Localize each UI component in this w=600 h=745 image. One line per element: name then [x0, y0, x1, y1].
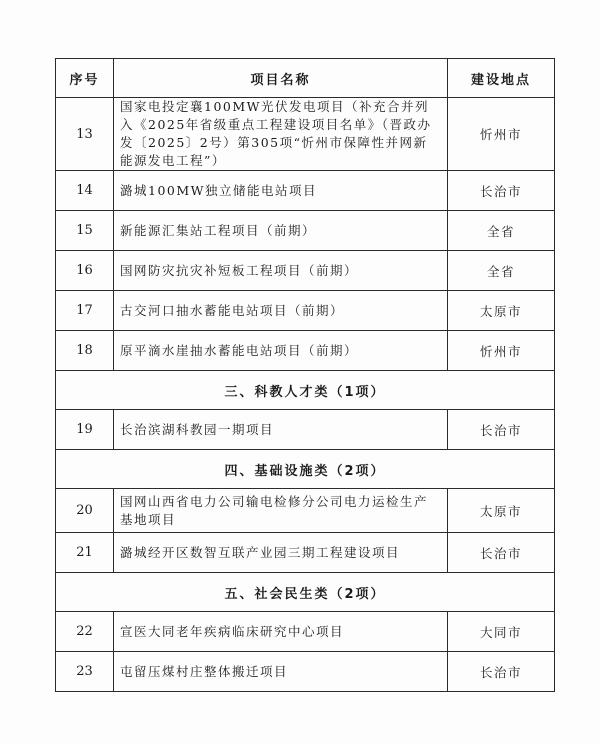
project-table — [55, 58, 555, 692]
table-row — [56, 211, 555, 251]
header-location: 建设地点 — [448, 59, 555, 98]
row-location: 长治市 — [448, 652, 555, 692]
row-number: 15 — [56, 211, 114, 251]
row-location: 忻州市 — [448, 331, 555, 371]
section-heading-social-livelihood: 五、社会民生类（2项） — [56, 573, 555, 612]
row-project-name: 原平滴水崖抽水蓄能电站项目（前期） — [114, 331, 448, 371]
row-location: 长治市 — [448, 533, 555, 573]
table-header-row — [56, 59, 555, 98]
table-row — [56, 251, 555, 291]
row-project-name: 长治滨湖科教园一期项目 — [114, 410, 448, 450]
section-heading-row — [56, 573, 555, 612]
section-heading-row — [56, 450, 555, 489]
row-project-name: 潞城经开区数智互联产业园三期工程建设项目 — [114, 533, 448, 573]
row-number: 16 — [56, 251, 114, 291]
section-heading-science-education: 三、科教人才类（1项） — [56, 371, 555, 410]
row-project-name: 古交河口抽水蓄能电站项目（前期） — [114, 291, 448, 331]
row-number: 22 — [56, 612, 114, 652]
row-number: 17 — [56, 291, 114, 331]
row-location: 太原市 — [448, 291, 555, 331]
header-project-name: 项目名称 — [114, 59, 448, 98]
table-row — [56, 489, 555, 533]
row-number: 19 — [56, 410, 114, 450]
row-location: 太原市 — [448, 489, 555, 533]
section-heading-infrastructure: 四、基础设施类（2项） — [56, 450, 555, 489]
row-number: 23 — [56, 652, 114, 692]
table-row — [56, 652, 555, 692]
table-row — [56, 410, 555, 450]
row-project-name: 国家电投定襄100MW光伏发电项目（补充合并列入《2025年省级重点工程建设项目名单》（晋政办发〔2025〕2号）第305项“忻州市保障性并网新能源发电工程”） — [114, 98, 448, 171]
table-row — [56, 291, 555, 331]
row-location: 忻州市 — [448, 98, 555, 171]
row-number: 14 — [56, 171, 114, 211]
table-row — [56, 533, 555, 573]
row-number: 20 — [56, 489, 114, 533]
row-project-name: 国网防灾抗灾补短板工程项目（前期） — [114, 251, 448, 291]
row-location: 大同市 — [448, 612, 555, 652]
table-row — [56, 612, 555, 652]
row-project-name: 新能源汇集站工程项目（前期） — [114, 211, 448, 251]
row-location: 长治市 — [448, 410, 555, 450]
section-heading-row — [56, 371, 555, 410]
row-project-name: 国网山西省电力公司输电检修分公司电力运检生产基地项目 — [114, 489, 448, 533]
row-location: 全省 — [448, 211, 555, 251]
table-row — [56, 331, 555, 371]
header-serial-number: 序号 — [56, 59, 114, 98]
row-project-name: 屯留压煤村庄整体搬迁项目 — [114, 652, 448, 692]
row-number: 13 — [56, 98, 114, 171]
row-project-name: 宣医大同老年疾病临床研究中心项目 — [114, 612, 448, 652]
row-location: 长治市 — [448, 171, 555, 211]
row-number: 21 — [56, 533, 114, 573]
row-project-name: 潞城100MW独立储能电站项目 — [114, 171, 448, 211]
table-row — [56, 98, 555, 171]
row-number: 18 — [56, 331, 114, 371]
table-row — [56, 171, 555, 211]
row-location: 全省 — [448, 251, 555, 291]
